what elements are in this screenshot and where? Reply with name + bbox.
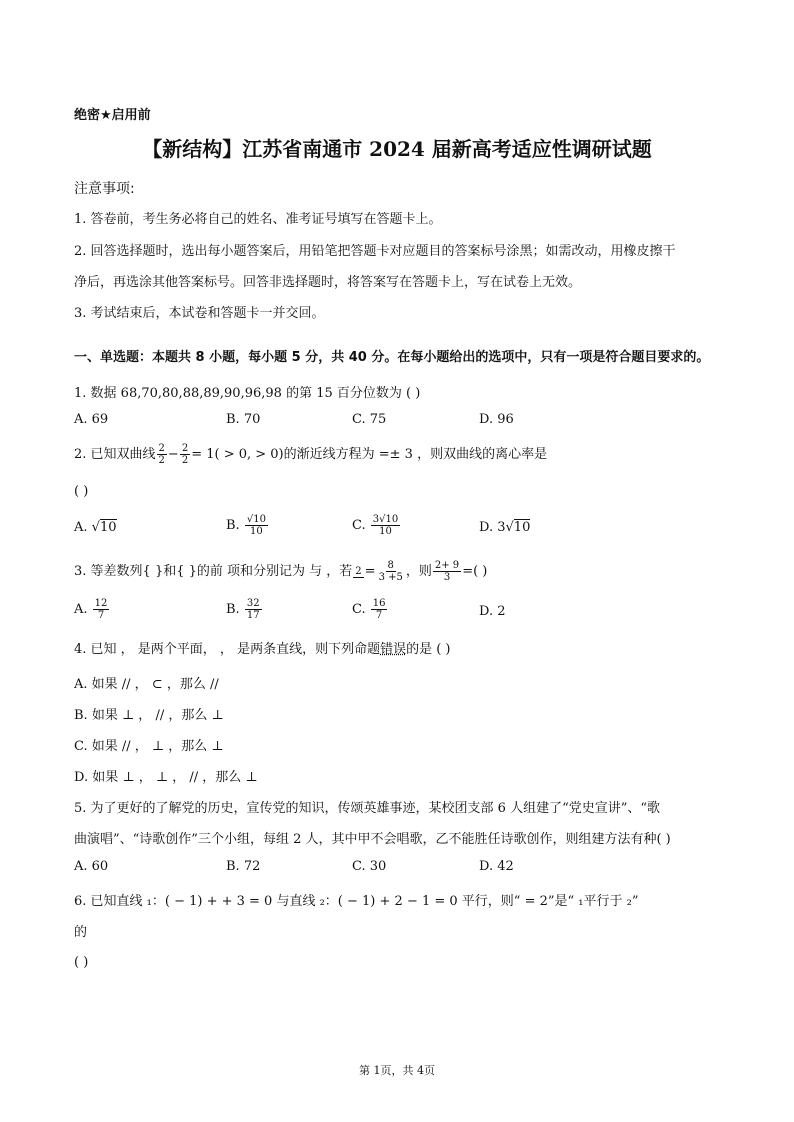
fraction-numerator: 3√10	[372, 514, 399, 525]
question-4-option-c: C. 如果 // ， ⊥ ，那么 ⊥	[74, 739, 224, 754]
question-2-pre: 2. 已知双曲线	[74, 447, 156, 462]
question-6-line-1: 6. 已知直线 ₁：( − 1) + + 3 = 0 与直线 ₂：( − 1) + 2 − 1 = 0 平行，则“ = 2”是“ ₁平行于 ₂”	[74, 894, 639, 909]
section-heading: 一、单选题：本题共 8 小题，每小题 5 分，共 40 分。在每小题给出的选项中，只有一项是符合题目要求的。	[74, 350, 710, 365]
fraction-numerator: 16	[372, 598, 386, 609]
fraction-denominator: 3 +5	[378, 572, 403, 583]
question-4-pre: 4. 已知 ， 是两个平面， ， 是两条直线，则下列命题	[74, 642, 381, 657]
question-6-line-2: 的	[74, 925, 88, 940]
question-5-option-b: B. 72	[226, 859, 261, 874]
fraction-denominator: 2	[181, 455, 189, 466]
fraction-numerator: 2	[158, 443, 165, 454]
notice-heading: 注意事项:	[74, 181, 135, 197]
fraction	[157, 443, 167, 466]
fraction	[433, 560, 461, 583]
sqrt-expression	[506, 519, 531, 535]
question-5-line-2: 曲演唱”、“诗歌创作”三个小组，每组 2 人，其中甲不会唱歌，乙不能胜任诗歌创作，则组建方法有种( )	[74, 832, 671, 847]
notice-item-2-line-1: 2. 回答选择题时，选出每小题答案后，用铅笔把答题卡对应题目的答案标号涂黑；如需改动，用橡皮擦干	[74, 244, 676, 259]
option-label: B.	[226, 518, 244, 533]
sqrt-expression	[92, 519, 117, 535]
fraction-denominator: 10	[379, 526, 392, 537]
question-3-stem	[74, 560, 487, 583]
page-title: 【新结构】江苏省南通市 2024 届新高考适应性调研试题	[142, 137, 652, 161]
option-label: A.	[74, 520, 92, 535]
notice-item-1: 1. 答卷前，考生务必将自己的姓名、准考证号填写在答题卡上。	[74, 212, 442, 227]
question-4-option-a: A. 如果 // ， ⊂ ，那么 //	[74, 677, 219, 692]
fraction-numerator: 2	[181, 443, 189, 454]
fraction	[353, 566, 363, 578]
fraction	[371, 514, 400, 537]
fraction-denominator: 3	[443, 572, 451, 583]
option-label: C.	[352, 602, 370, 617]
fraction	[377, 560, 405, 583]
question-2-option-b	[226, 514, 269, 537]
minus-sign: −	[167, 447, 179, 462]
question-2-paren: ( )	[74, 484, 89, 499]
fraction-numerator: 12	[94, 598, 108, 609]
fraction	[180, 443, 190, 466]
question-5-option-c: C. 30	[352, 859, 387, 874]
option-label: D. 3	[479, 520, 506, 535]
question-3-post: =( )	[462, 564, 488, 579]
fraction	[245, 598, 262, 621]
fraction-denominator: 7	[375, 610, 383, 621]
question-1-option-d: D. 96	[479, 412, 514, 427]
radicand: 10	[253, 514, 266, 525]
question-2-post: = 1( > 0, > 0)的渐近线方程为 =± 3 ，则双曲线的离心率是	[191, 447, 548, 462]
option-label: B.	[226, 602, 244, 617]
sqrt-sign: √	[91, 520, 100, 535]
question-5-option-a: A. 60	[74, 859, 109, 874]
emphasis-text: 错误	[380, 642, 407, 657]
question-4-stem	[74, 638, 451, 657]
question-5-line-1: 5. 为了更好的了解党的历史，宣传党的知识，传颂英雄事迹，某校团支部 6 人组建了“党史宣讲”、“歌	[74, 801, 661, 816]
fraction-numerator: 2	[355, 565, 362, 577]
question-4-post: 的是 ( )	[406, 642, 451, 657]
question-3-option-d: D. 2	[479, 604, 506, 619]
question-5-option-d: D. 42	[479, 859, 514, 874]
fraction	[245, 514, 268, 537]
question-4-option-d: D. 如果 ⊥ ， ⊥ ， // ，那么 ⊥	[74, 770, 258, 785]
sqrt-sign: √	[246, 514, 254, 525]
secret-label: 绝密★启用前	[74, 108, 151, 123]
option-label: A.	[74, 602, 92, 617]
question-2-option-c	[352, 514, 401, 537]
radicand: 10	[99, 520, 117, 535]
question-3-option-b	[226, 598, 263, 621]
question-1-option-a: A. 69	[74, 412, 109, 427]
option-label: C.	[352, 518, 370, 533]
fraction-denominator: 7	[97, 610, 105, 621]
equals-sign: =	[364, 564, 376, 579]
fraction-numerator: 8	[387, 560, 394, 571]
fraction-denominator: 10	[250, 526, 263, 537]
question-3-option-a	[74, 598, 110, 621]
question-2-option-d	[479, 520, 530, 535]
fraction-numerator	[245, 514, 268, 526]
page-footer: 第 1页，共 4页	[359, 1064, 435, 1077]
fraction-denominator: 17	[246, 610, 260, 621]
question-3-mid: ，则	[405, 564, 432, 579]
question-2-option-a	[74, 520, 117, 535]
question-6-paren: ( )	[74, 955, 89, 970]
fraction-numerator: 2+ 9	[434, 560, 460, 571]
question-1-stem: 1. 数据 68,70,80,88,89,90,96,98 的第 15 百分位数为 ( )	[74, 386, 421, 401]
question-4-option-b: B. 如果 ⊥ ， // ，那么 ⊥	[74, 708, 224, 723]
notice-item-2-line-2: 净后，再选涂其他答案标号。回答非选择题时，将答案写在答题卡上，写在试卷上无效。	[74, 275, 582, 290]
question-3-pre: 3. 等差数列{ }和{ }的前 项和分别记为 与 ，若	[74, 564, 353, 579]
notice-item-3: 3. 考试结束后，本试卷和答题卡一并交回。	[74, 306, 325, 321]
fraction-numerator: 32	[246, 598, 260, 609]
question-1-option-b: B. 70	[226, 412, 261, 427]
radicand: 10	[513, 520, 531, 535]
fraction	[93, 598, 110, 621]
question-2-stem	[74, 443, 547, 466]
fraction	[371, 598, 388, 621]
fraction-denominator: 2	[158, 455, 165, 466]
sqrt-sign: √	[505, 520, 514, 535]
question-1-option-c: C. 75	[352, 412, 387, 427]
question-3-option-c	[352, 598, 388, 621]
